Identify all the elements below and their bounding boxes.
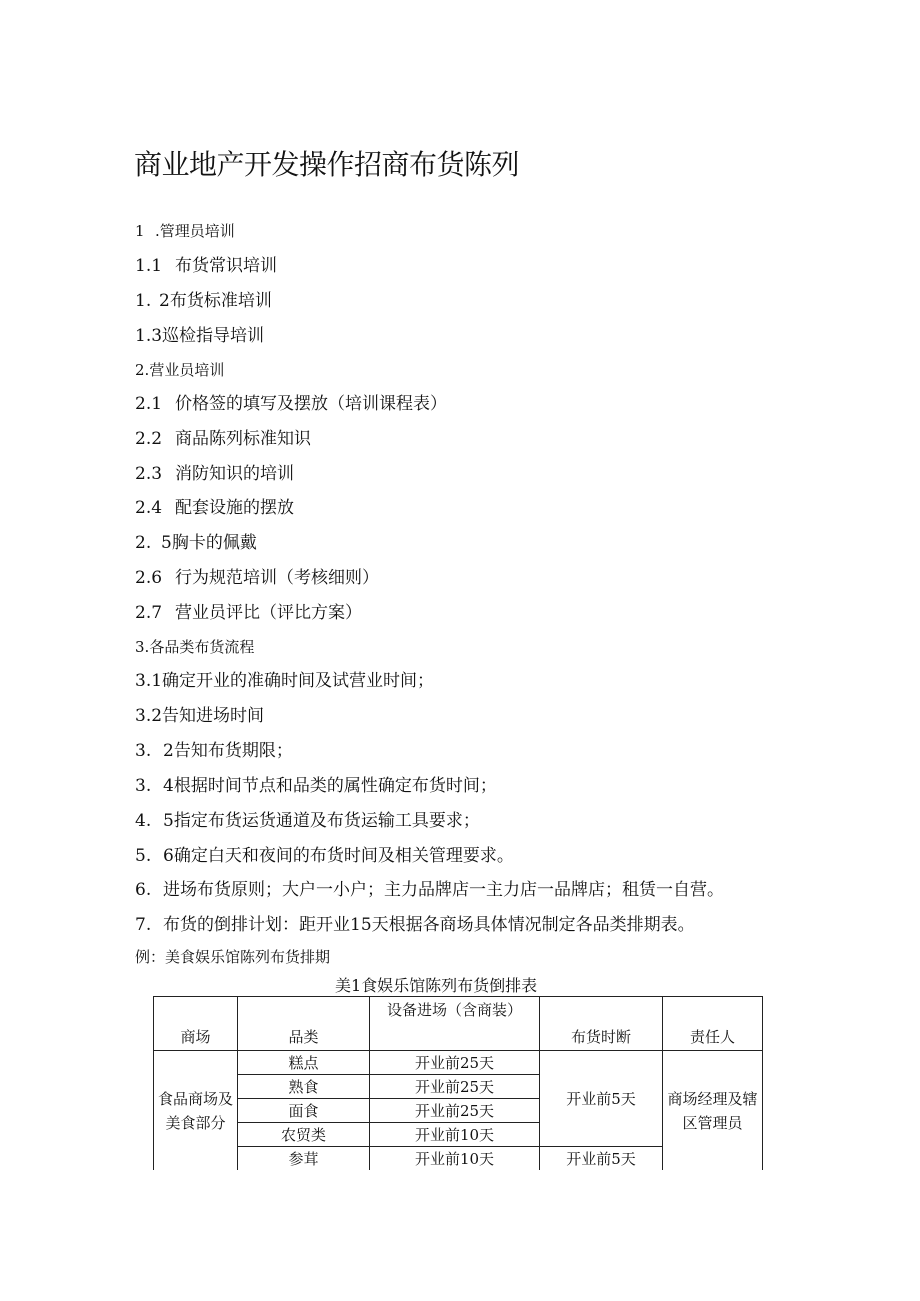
outline-number: 2.1: [135, 394, 163, 414]
outline-text: 商品陈列标准知识: [175, 429, 311, 449]
outline-text: .管理员培训: [155, 222, 235, 240]
outline-text: 2告知布货期限；: [163, 741, 293, 761]
outline-item: [135, 946, 330, 968]
outline-text: 营业员评比（评比方案）: [175, 603, 362, 623]
cutoff-cell: 开业前5天: [540, 1051, 663, 1147]
header-equipment: 设备进场（含商装）: [370, 997, 540, 1051]
outline-text: 布货的倒排计划：距开业15天根据各商场具体情况制定各品类排期表。: [163, 915, 695, 935]
outline-number: 3.1: [135, 671, 163, 691]
outline-text: 6确定白天和夜间的布货时间及相关管理要求。: [163, 846, 514, 866]
outline-text: 美食娱乐馆陈列布货排期: [165, 948, 331, 966]
outline-text: 进场布货原则；大户一小户；主力品牌店一主力店一品牌店；租赁一自营。: [163, 880, 724, 900]
category-cell: 糕点: [238, 1051, 370, 1075]
outline-number: 3.: [135, 638, 150, 656]
outline-item: [135, 810, 480, 832]
outline-text: 各品类布货流程: [149, 638, 255, 656]
outline-number: 2.7: [135, 603, 163, 623]
header-owner: 责任人: [663, 997, 763, 1051]
outline-text: 5胸卡的佩戴: [161, 533, 257, 553]
outline-number: 2.: [135, 533, 152, 553]
outline-text: 行为规范培训（考核细则）: [175, 568, 379, 588]
outline-item: [135, 393, 447, 415]
equipment-cell: 开业前25天: [370, 1075, 540, 1099]
outline-item: [135, 567, 379, 589]
outline-item: [135, 775, 497, 797]
outline-text: 巡检指导培训: [162, 326, 265, 346]
cutoff-cell: 开业前5天: [540, 1147, 663, 1171]
equipment-cell: 开业前25天: [370, 1099, 540, 1123]
outline-text: 消防知识的培训: [175, 464, 294, 484]
outline-item: [135, 290, 272, 312]
outline-number: 7.: [135, 915, 152, 935]
header-mall: 商场: [154, 997, 238, 1051]
outline-text: 营业员培训: [149, 361, 225, 379]
outline-number: 1: [135, 222, 145, 240]
outline-text: 价格签的填写及摆放（培训课程表）: [175, 394, 447, 414]
outline-number: 1.3: [135, 326, 163, 346]
outline-number: 6.: [135, 880, 152, 900]
outline-item: [135, 497, 294, 519]
outline-item: [135, 359, 224, 381]
outline-text: 5指定布货运货通道及布货运输工具要求；: [163, 811, 480, 831]
table-header-row: [154, 997, 763, 1051]
outline-number: 5.: [135, 846, 152, 866]
equipment-cell: 开业前10天: [370, 1123, 540, 1147]
category-cell: 农贸类: [238, 1123, 370, 1147]
outline-text: 配套设施的摆放: [175, 498, 294, 518]
outline-number: 2.: [135, 361, 150, 379]
table-caption: 美1食娱乐馆陈列布货倒排表: [335, 976, 538, 995]
outline-number: 1.1: [135, 256, 163, 276]
outline-item: [135, 602, 362, 624]
outline-item: [135, 670, 434, 692]
outline-number: 3.: [135, 741, 152, 761]
outline-number: 例：: [135, 948, 166, 966]
header-category: 品类: [238, 997, 370, 1051]
header-cutoff: 布货时断: [540, 997, 663, 1051]
outline-number: 3.2: [135, 706, 163, 726]
outline-item: [135, 255, 277, 277]
outline-item: [135, 532, 257, 554]
outline-item: [135, 740, 293, 762]
outline-item: [135, 325, 264, 347]
outline-number: 3.: [135, 776, 152, 796]
table-row: [154, 1051, 763, 1075]
category-cell: 面食: [238, 1099, 370, 1123]
outline-number: 2.4: [135, 498, 163, 518]
outline-number: 2.2: [135, 429, 163, 449]
schedule-table: [153, 996, 763, 1170]
owner-cell: 商场经理及辖区管理员: [663, 1051, 763, 1171]
outline-number: 4.: [135, 811, 152, 831]
outline-item: [135, 914, 695, 936]
outline-number: 2.3: [135, 464, 163, 484]
document-title: 商业地产开发操作招商布货陈列: [134, 148, 520, 181]
category-cell: 熟食: [238, 1075, 370, 1099]
outline-number: 1.: [135, 291, 152, 311]
outline-item: [135, 705, 264, 727]
outline-item: [135, 463, 294, 485]
outline-item: [135, 879, 724, 901]
outline-item: [135, 220, 235, 242]
outline-text: 布货常识培训: [175, 256, 277, 276]
outline-text: 2布货标准培训: [159, 291, 272, 311]
outline-item: [135, 845, 514, 867]
category-cell: 参茸: [238, 1147, 370, 1171]
mall-cell: 食品商场及美食部分: [154, 1051, 238, 1171]
outline-item: [135, 428, 311, 450]
outline-text: 告知进场时间: [162, 706, 265, 726]
outline-text: 4根据时间节点和品类的属性确定布货时间；: [163, 776, 497, 796]
outline-text: 确定开业的准确时间及试营业时间；: [162, 671, 435, 691]
equipment-cell: 开业前10天: [370, 1147, 540, 1171]
equipment-cell: 开业前25天: [370, 1051, 540, 1075]
outline-number: 2.6: [135, 568, 163, 588]
outline-item: [135, 636, 254, 658]
